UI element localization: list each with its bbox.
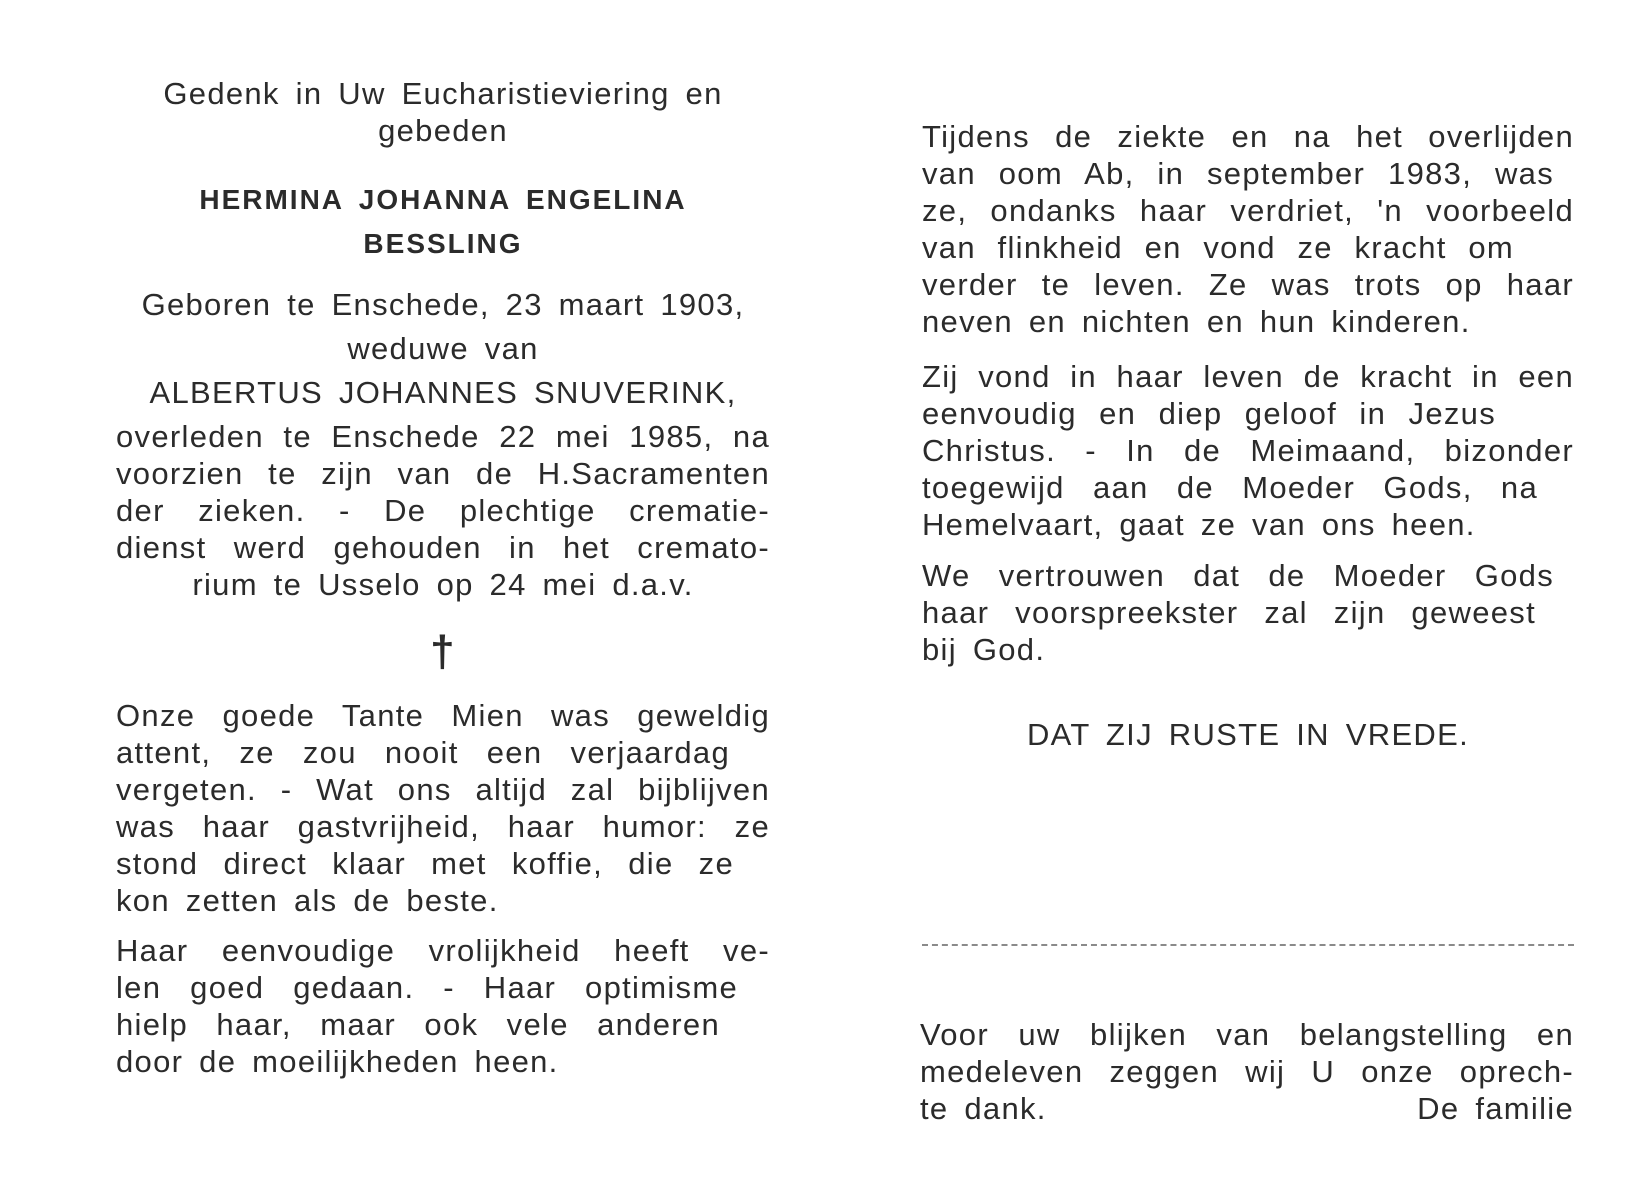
- death-line: voorzien te zijn van de H.Sacramenten: [116, 456, 770, 491]
- paragraph-line: Hemelvaart, gaat ze van ons heen.: [922, 507, 1476, 542]
- paragraph-line: Haar eenvoudige vrolijkheid heeft ve-: [116, 933, 770, 968]
- paragraph-line: van oom Ab, in september 1983, was: [922, 156, 1554, 191]
- paragraph-line: Tijdens de ziekte en na het overlijden: [922, 119, 1574, 154]
- paragraph-line: hielp haar, maar ook vele anderen: [116, 1007, 720, 1042]
- death-line: dienst werd gehouden in het cremato-: [116, 530, 770, 565]
- husband-name: ALBERTUS JOHANNES SNUVERINK,: [149, 375, 737, 410]
- paragraph-line: verder te leven. Ze was trots op haar: [922, 267, 1574, 302]
- paragraph-line: stond direct klaar met koffie, die ze: [116, 846, 734, 881]
- intro-text: [116, 75, 770, 149]
- paragraph-line: bij God.: [922, 632, 1046, 667]
- thanks-last-row: [920, 1090, 1574, 1127]
- paragraph-uncle-ab: [922, 118, 1574, 340]
- death-line: der zieken. - De plechtige crematie-: [116, 493, 770, 528]
- intro-line: Gedenk in Uw Eucharistieviering en: [163, 76, 723, 111]
- thanks-line: Voor uw blijken van belangstelling en: [920, 1017, 1574, 1052]
- paragraph-faith: [922, 358, 1574, 543]
- thanks-text: [920, 1016, 1574, 1127]
- paragraph-line: Zij vond in haar leven de kracht in een: [922, 359, 1574, 394]
- paragraph-line: van flinkheid en vond ze kracht om: [922, 230, 1514, 265]
- cross-icon: †: [430, 627, 456, 676]
- paragraph-line: attent, ze zou nooit een verjaardag: [116, 735, 730, 770]
- name-line: HERMINA JOHANNA ENGELINA: [199, 184, 687, 215]
- death-line: rium te Usselo op 24 mei d.a.v.: [192, 567, 694, 602]
- death-info: [116, 418, 770, 603]
- thanks-line: te dank.: [920, 1091, 1047, 1126]
- paragraph-line: haar voorspreekster zal zijn geweest: [922, 595, 1536, 630]
- paragraph-line: We vertrouwen dat de Moeder Gods: [922, 558, 1554, 593]
- paragraph-line: ze, ondanks haar verdriet, 'n voorbeeld: [922, 193, 1574, 228]
- birth-line: Geboren te Enschede, 23 maart 1903,: [141, 287, 745, 322]
- divider-line: [922, 944, 1574, 946]
- deceased-name: [116, 178, 770, 266]
- paragraph-optimism: [116, 932, 770, 1080]
- widow-of-line: weduwe van: [347, 331, 539, 366]
- death-line: overleden te Enschede 22 mei 1985, na: [116, 419, 770, 454]
- paragraph-line: was haar gastvrijheid, haar humor: ze: [116, 809, 770, 844]
- signature: De familie: [1417, 1091, 1574, 1126]
- paragraph-line: door de moeilijkheden heen.: [116, 1044, 559, 1079]
- paragraph-line: kon zetten als de beste.: [116, 883, 499, 918]
- paragraph-mother-of-god: [922, 557, 1574, 668]
- intro-line: gebeden: [378, 113, 508, 148]
- thanks-line: medeleven zeggen wij U onze oprech-: [920, 1054, 1574, 1089]
- paragraph-aunt-mien: [116, 697, 770, 919]
- birth-info: [116, 286, 770, 411]
- paragraph-line: Onze goede Tante Mien was geweldig: [116, 698, 770, 733]
- rest-in-peace: DAT ZIJ RUSTE IN VREDE.: [1026, 717, 1470, 752]
- paragraph-line: toegewijd aan de Moeder Gods, na: [922, 470, 1538, 505]
- paragraph-line: vergeten. - Wat ons altijd zal bijblijven: [116, 772, 770, 807]
- paragraph-line: Christus. - In de Meimaand, bizonder: [922, 433, 1574, 468]
- paragraph-line: len goed gedaan. - Haar optimisme: [116, 970, 738, 1005]
- paragraph-line: neven en nichten en hun kinderen.: [922, 304, 1471, 339]
- paragraph-line: eenvoudig en diep geloof in Jezus: [922, 396, 1496, 431]
- name-line: BESSLING: [363, 228, 523, 259]
